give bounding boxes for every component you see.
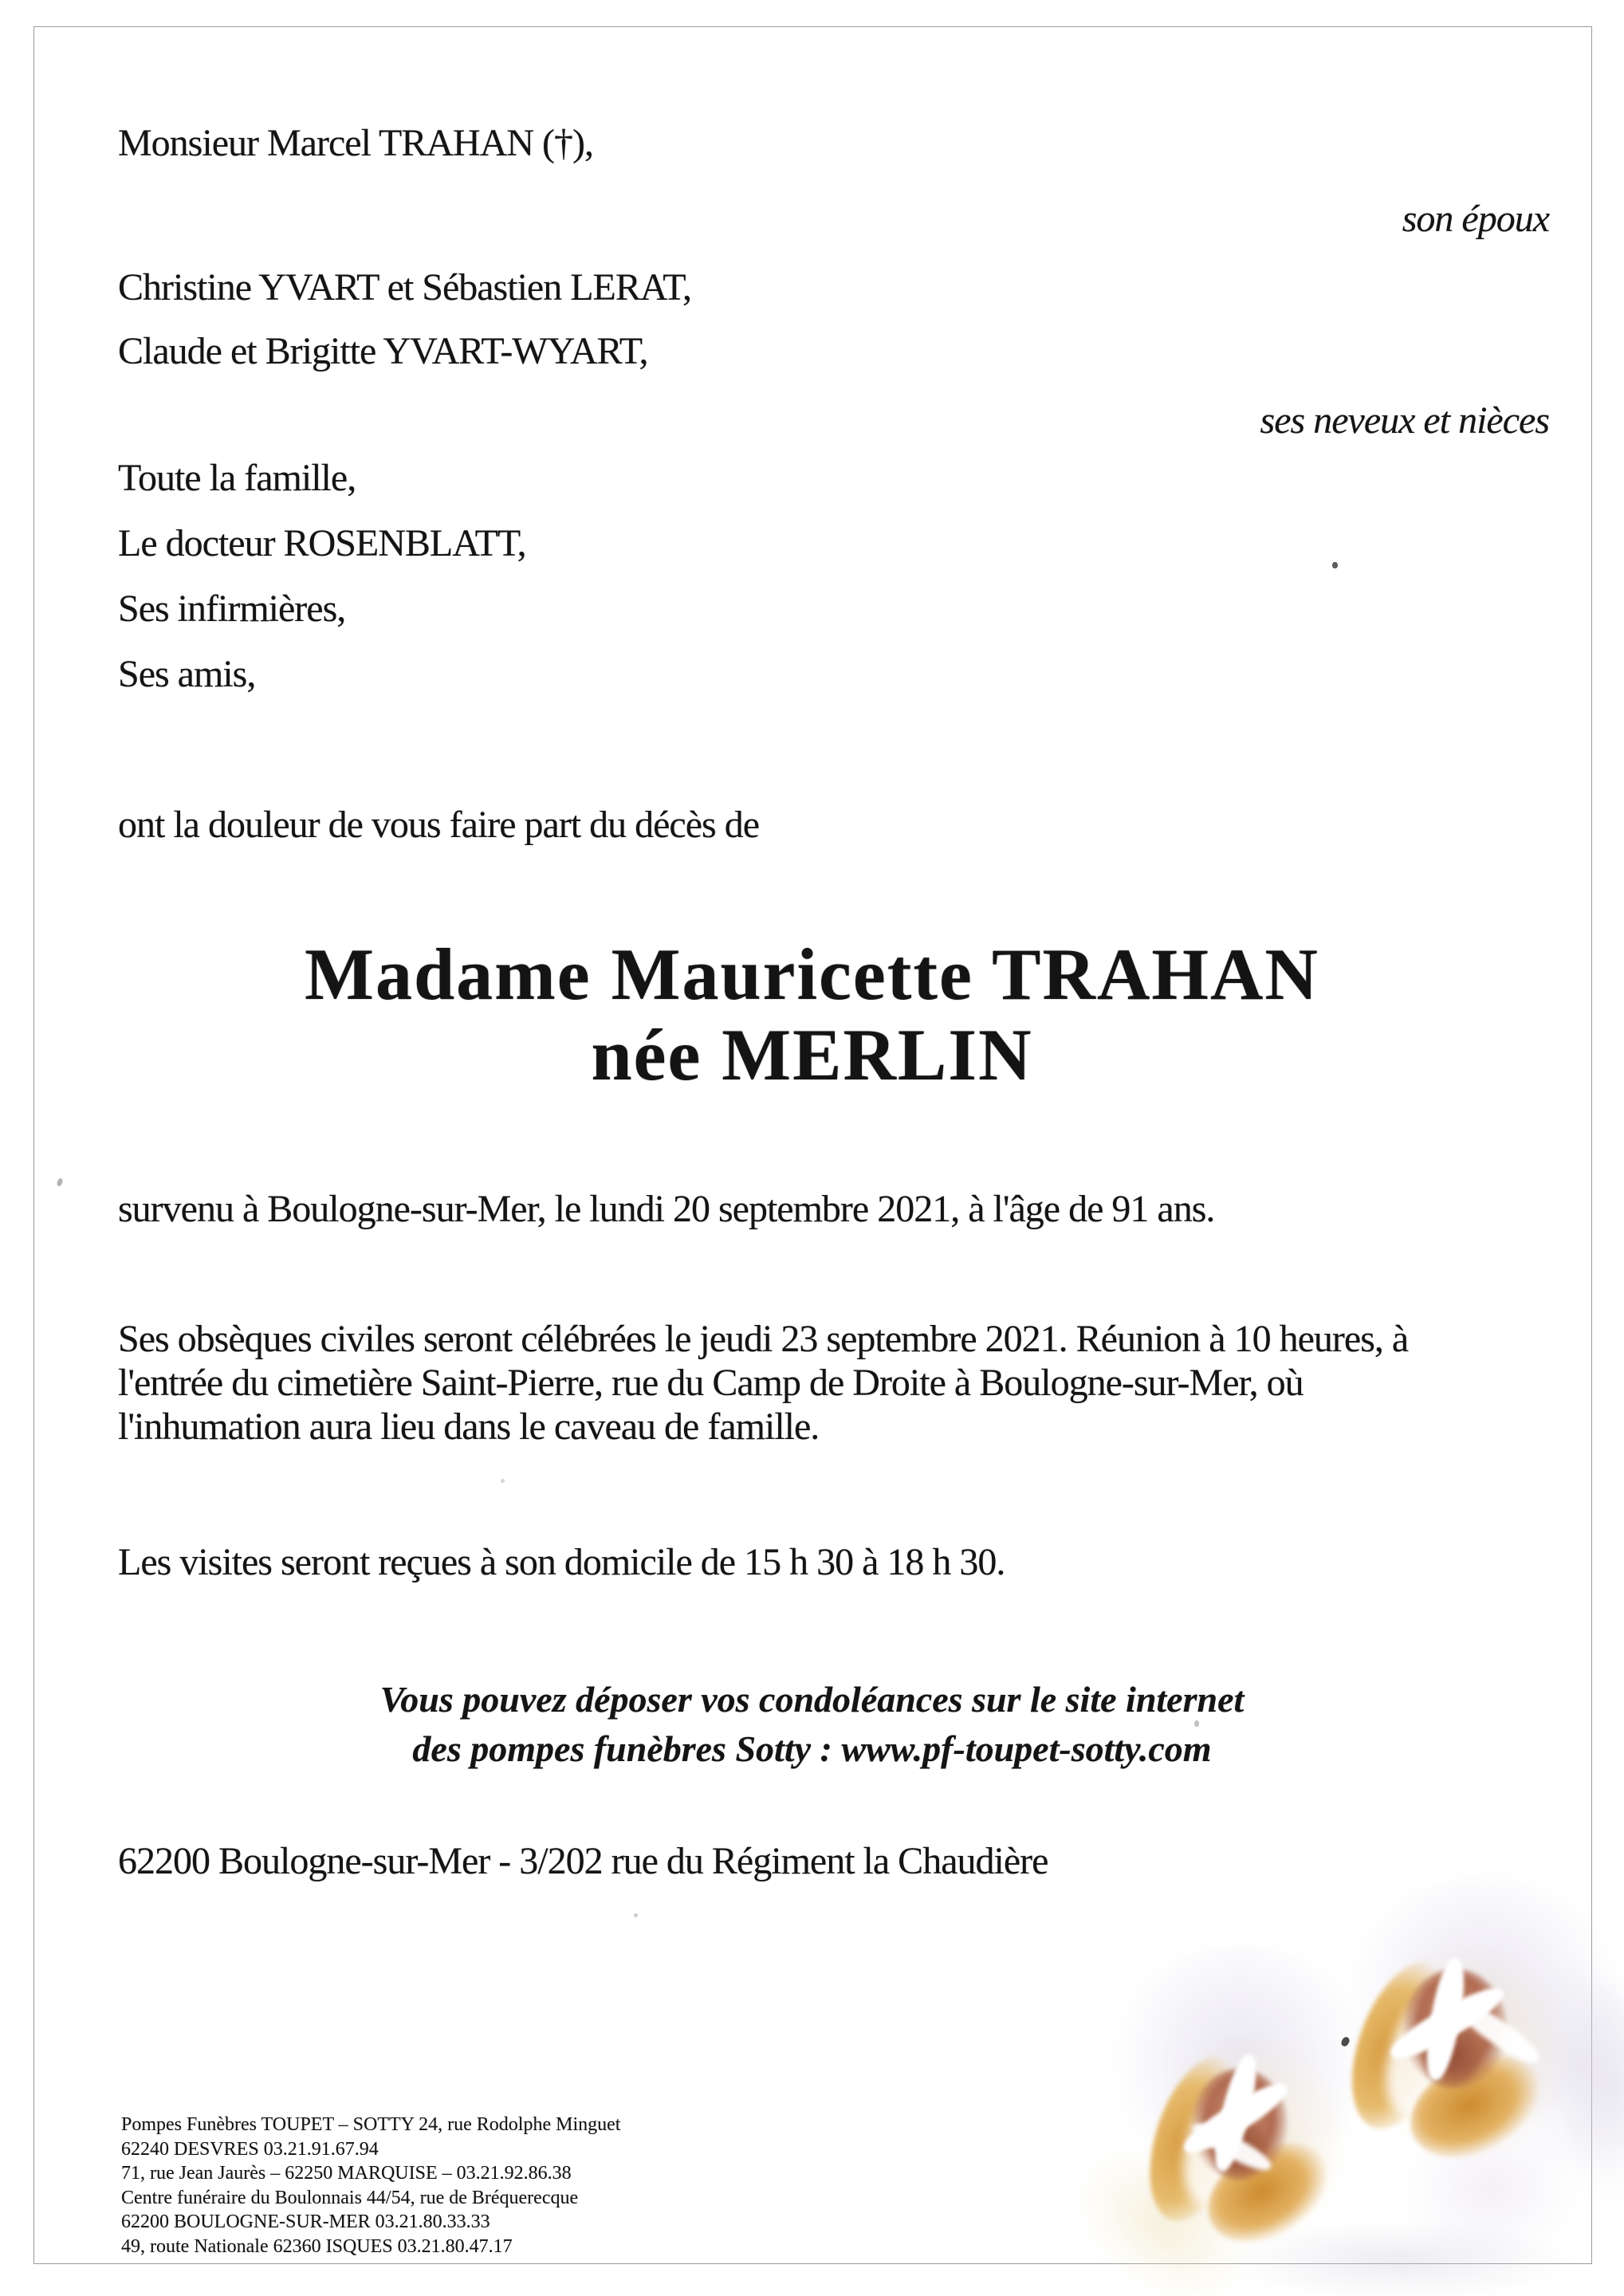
- mourner-friends-line: Ses amis,: [118, 653, 256, 695]
- mourner-nephew-line: Christine YVART et Sébastien LERAT,: [118, 266, 691, 309]
- deceased-maiden-name: née MERLIN: [591, 1014, 1033, 1095]
- scan-speck: [1332, 562, 1338, 568]
- funeral-paragraph: [118, 1317, 1408, 1449]
- funeral-home-line: 62240 DESVRES 03.21.91.67.94: [121, 2138, 379, 2160]
- death-info-line: survenu à Boulogne-sur-Mer, le lundi 20 septembre 2021, à l'âge de 91 ans.: [118, 1188, 1215, 1230]
- condolences-line: Vous pouvez déposer vos condoléances sur le site internet: [379, 1679, 1245, 1720]
- deceased-name-block: [0, 934, 1624, 1095]
- deceased-name: Madame Mauricette TRAHAN: [305, 934, 1319, 1015]
- orchid-flower-left: [1128, 2009, 1383, 2280]
- funeral-home-line: 71, rue Jean Jaurès – 62250 MARQUISE – 03.21.92.86.38: [121, 2163, 572, 2184]
- mourner-doctor-line: Le docteur ROSENBLATT,: [118, 522, 526, 564]
- funeral-home-line: 49, route Nationale 62360 ISQUES 03.21.80.47.17: [121, 2235, 513, 2257]
- funeral-home-line: Pompes Funèbres TOUPET – SOTTY 24, rue Rodolphe Minguet: [121, 2114, 621, 2135]
- orchid-flower-right: [1347, 1925, 1618, 2212]
- scan-speck: [501, 1479, 505, 1483]
- relation-nephews-label: ses neveux et nièces: [1260, 399, 1549, 442]
- mourner-family-line: Toute la famille,: [118, 457, 356, 499]
- funeral-line: l'inhumation aura lieu dans le caveau de famille.: [118, 1406, 820, 1448]
- home-address-line: 62200 Boulogne-sur-Mer - 3/202 rue du Régiment la Chaudière: [118, 1840, 1048, 1882]
- mourner-nurses-line: Ses infirmières,: [118, 588, 346, 630]
- scan-speck: [1194, 1720, 1199, 1727]
- funeral-home-line: 62200 BOULOGNE-SUR-MER 03.21.80.33.33: [121, 2211, 490, 2232]
- visits-line: Les visites seront reçues à son domicile de 15 h 30 à 18 h 30.: [118, 1541, 1005, 1583]
- condolences-block: [0, 1675, 1624, 1774]
- funeral-line: l'entrée du cimetière Saint-Pierre, rue du Camp de Droite à Boulogne-sur-Mer, où: [118, 1362, 1304, 1404]
- condolences-line-website: des pompes funèbres Sotty : www.pf-toupet-sotty.com: [412, 1728, 1212, 1769]
- scan-speck: [634, 1913, 638, 1917]
- mourner-nephew-line: Claude et Brigitte YVART-WYART,: [118, 330, 648, 372]
- funeral-home-line: Centre funéraire du Boulonnais 44/54, rue de Bréquerecque: [121, 2187, 579, 2208]
- funeral-home-footer: [121, 2113, 620, 2259]
- announcement-line: ont la douleur de vous faire part du décès de: [118, 804, 760, 846]
- funeral-line: Ses obsèques civiles seront célébrées le jeudi 23 septembre 2021. Réunion à 10 heures, à: [118, 1318, 1409, 1360]
- relation-husband-label: son époux: [1402, 198, 1549, 240]
- mourner-husband-line: Monsieur Marcel TRAHAN (†),: [118, 122, 593, 164]
